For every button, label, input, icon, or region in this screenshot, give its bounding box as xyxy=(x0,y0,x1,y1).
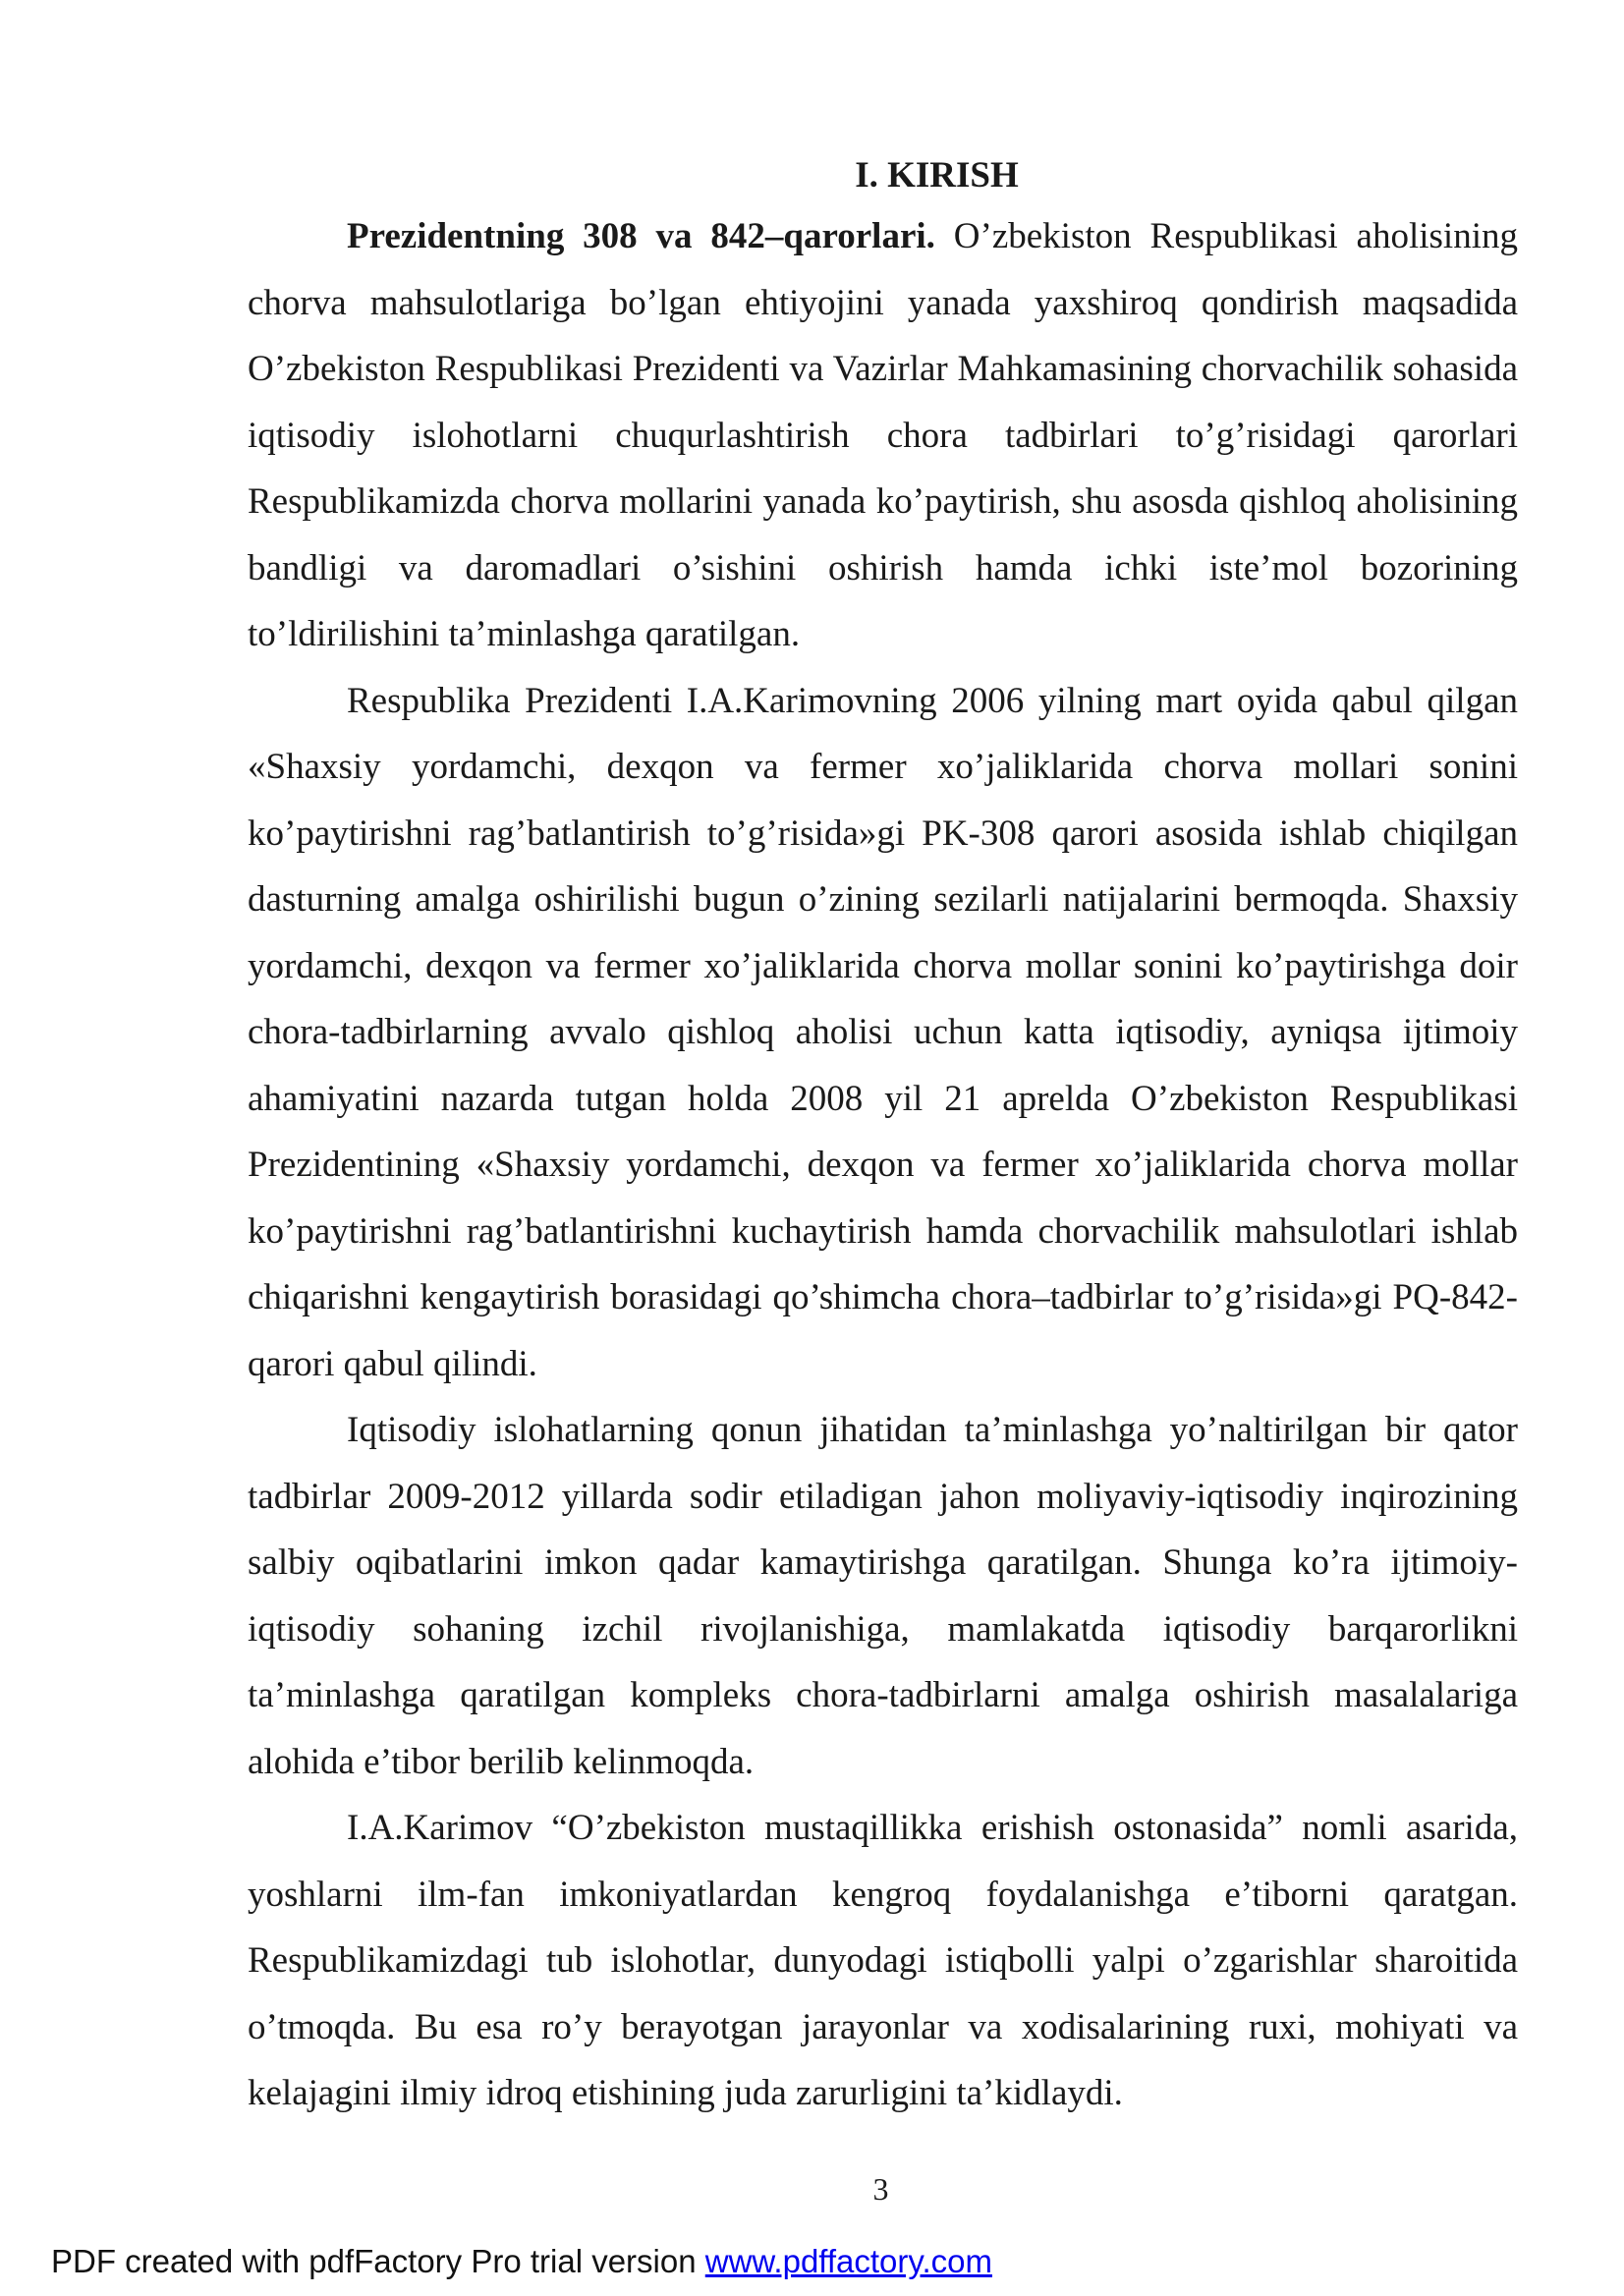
paragraph-4: I.A.Karimov “O’zbekiston mustaqillikka erishish ostonasida” nomli asarida, yoshlarni ilm-fan imkoniyatlardan kengroq foydalanishga e’tiborni qaratgan. Respublikamizdagi tub islohotlar, dunyodagi istiqbolli yalpi o’zgarishlar sharoitida o’tmoqda. Bu esa ro’y berayotgan jarayonlar va xodisalarining ruxi, mohiyati va kelajagini ilmiy idroq etishining juda zarurligini ta’kidlaydi. xyxy=(248,1808,1518,2113)
paragraph-1-lead: Prezidentning 308 va 842–qarorlari. xyxy=(347,216,935,256)
paragraph-1 xyxy=(248,203,1518,668)
section-heading: I. KIRISH xyxy=(855,155,1019,196)
document-page xyxy=(248,147,1518,2127)
paragraph-1-text: O’zbekiston Respublikasi aholisining chorva mahsulotlariga bo’lgan ehtiyojini yanada yaxshiroq qondirish maqsadida O’zbekiston Respublikasi Prezidenti va Vazirlar Mahkamasining chorvachilik sohasida iqtisodiy islohotlarni chuqurlashtirish chora tadbirlari to’g’risidagi qarorlari Respublikamizda chorva mollarini yanada ko’paytirish, shu asosda qishloq aholisining bandligi va daromadlari o’sishini oshirish hamda ichki iste’mol bozorining to’ldirilishini ta’minlashga qaratilgan. xyxy=(248,216,1518,654)
paragraph-2: Respublika Prezidenti I.A.Karimovning 2006 yilning mart oyida qabul qilgan «Shaxsiy yordamchi, dexqon va fermer xo’jaliklarida chorva mollari sonini ko’paytirishni rag’batlantirish to’g’risida»gi PK-308 qarori asosida ishlab chiqilgan dasturning amalga oshirilishi bugun o’zining sezilarli natijalarini bermoqda. Shaxsiy yordamchi, dexqon va fermer xo’jaliklarida chorva mollar sonini ko’paytirishga doir chora-tadbirlarning avvalo qishloq aholisi uchun katta iqtisodiy, ayniqsa ijtimoiy ahamiyatini nazarda tutgan holda 2008 yil 21 aprelda O’zbekiston Respublikasi Prezidentining «Shaxsiy yordamchi, dexqon va fermer xo’jaliklarida chorva mollar ko’paytirishni rag’batlantirishni kuchaytirish hamda chorvachilik mahsulotlari ishlab chiqarishni kengaytirish borasidagi qo’shimcha chora–tadbirlar to’g’risida»gi PQ-842-qarori qabul qilindi. xyxy=(248,680,1518,1384)
footer-text: PDF created with pdfFactory Pro trial version xyxy=(51,2243,705,2279)
page-number: 3 xyxy=(872,2171,889,2207)
pdf-footer xyxy=(51,2242,992,2281)
paragraph-3: Iqtisodiy islohatlarning qonun jihatidan ta’minlashga yo’naltirilgan bir qator tadbirlar 2009-2012 yillarda sodir etiladigan jahon moliyaviy-iqtisodiy inqirozining salbiy oqibatlarini imkon qadar kamaytirishga qaratilgan. Shunga ko’ra ijtimoiy-iqtisodiy sohaning izchil rivojlanishiga, mamlakatda iqtisodiy barqarorlikni ta’minlashga qaratilgan kompleks chora-tadbirlarni amalga oshirish masalalariga alohida e’tibor berilib kelinmoqda. xyxy=(248,1410,1518,1782)
footer-link[interactable]: www.pdffactory.com xyxy=(704,2243,992,2279)
